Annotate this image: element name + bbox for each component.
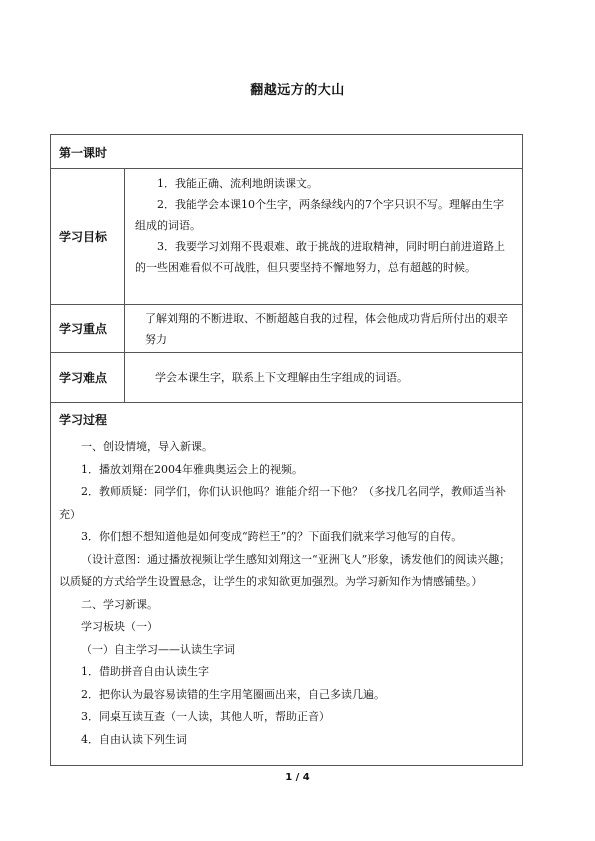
section-title: 第一课时 — [59, 146, 108, 160]
document-title: 翻越远方的大山 — [250, 83, 345, 98]
learning-process-section — [50, 402, 523, 766]
row-label-difficulty: 学习难点 — [51, 353, 125, 402]
goal-item-2: 2．我能学会本课10个生字，两条绿线内的7个字只识不写。理解由生字组成的词语。 — [135, 198, 504, 232]
process-line: 二、学习新课。 — [81, 597, 158, 611]
row-label-goal: 学习目标 — [51, 169, 125, 304]
process-line: 学习板块（一） — [81, 620, 158, 633]
page-number: 1 / 4 — [285, 772, 310, 783]
process-line: （设计意图：通过播放视频让学生感知刘翔这一“亚洲飞人”形象，诱发他们的阅读兴趣；以质疑的方式给学生设置悬念，让学生的求知欲更加强烈。为学习新知作为情感铺垫。） — [59, 552, 511, 588]
process-line: （一）自主学习——认读生字词 — [81, 642, 235, 656]
table-row-goal — [50, 168, 523, 304]
process-line: 1．借助拼音自由认读生字 — [81, 665, 209, 678]
goal-item-1: 1．我能正确、流利地朗读课文。 — [157, 177, 318, 190]
row-label-key-point: 学习重点 — [51, 305, 125, 352]
table-row-difficulty — [50, 352, 523, 402]
row-content-key-point: 了解刘翔的不断进取、不断超越自我的过程，体会他成功背后所付出的艰辛努力 — [145, 312, 508, 346]
table-row-key-point — [50, 304, 523, 352]
process-line: 1．播放刘翔在2004年雅典奥运会上的视频。 — [81, 462, 303, 476]
process-body — [59, 436, 514, 751]
process-line: 2．把你认为最容易读错的生字用笔圈画出来，自己多读几遍。 — [81, 687, 385, 701]
process-line: 一、创设情境，导入新课。 — [81, 440, 213, 453]
process-line: 4．自由认读下列生词 — [81, 732, 187, 746]
process-heading: 学习过程 — [59, 413, 108, 427]
process-line: 3．你们想不想知道他是如何变成“跨栏王”的？下面我们就来学习他写的自传。 — [81, 530, 463, 543]
row-content-difficulty: 学会本课生字，联系上下文理解由生字组成的词语。 — [155, 371, 408, 384]
process-line: 3．同桌互读互查（一人读，其他人听，帮助正音） — [81, 710, 330, 723]
process-line: 2．教师质疑：同学们，你们认识他吗？谁能介绍一下他？（多找几名同学，教师适当补充） — [59, 485, 506, 521]
row-content-goal — [125, 169, 522, 304]
goal-item-3: 3．我要学习刘翔不畏艰难、敢于挑战的进取精神，同时明白前进道路上的一些困难看似不可战胜，但只要坚持不懈地努力，总有超越的时候。 — [135, 240, 505, 274]
lesson-section-header — [50, 134, 523, 168]
